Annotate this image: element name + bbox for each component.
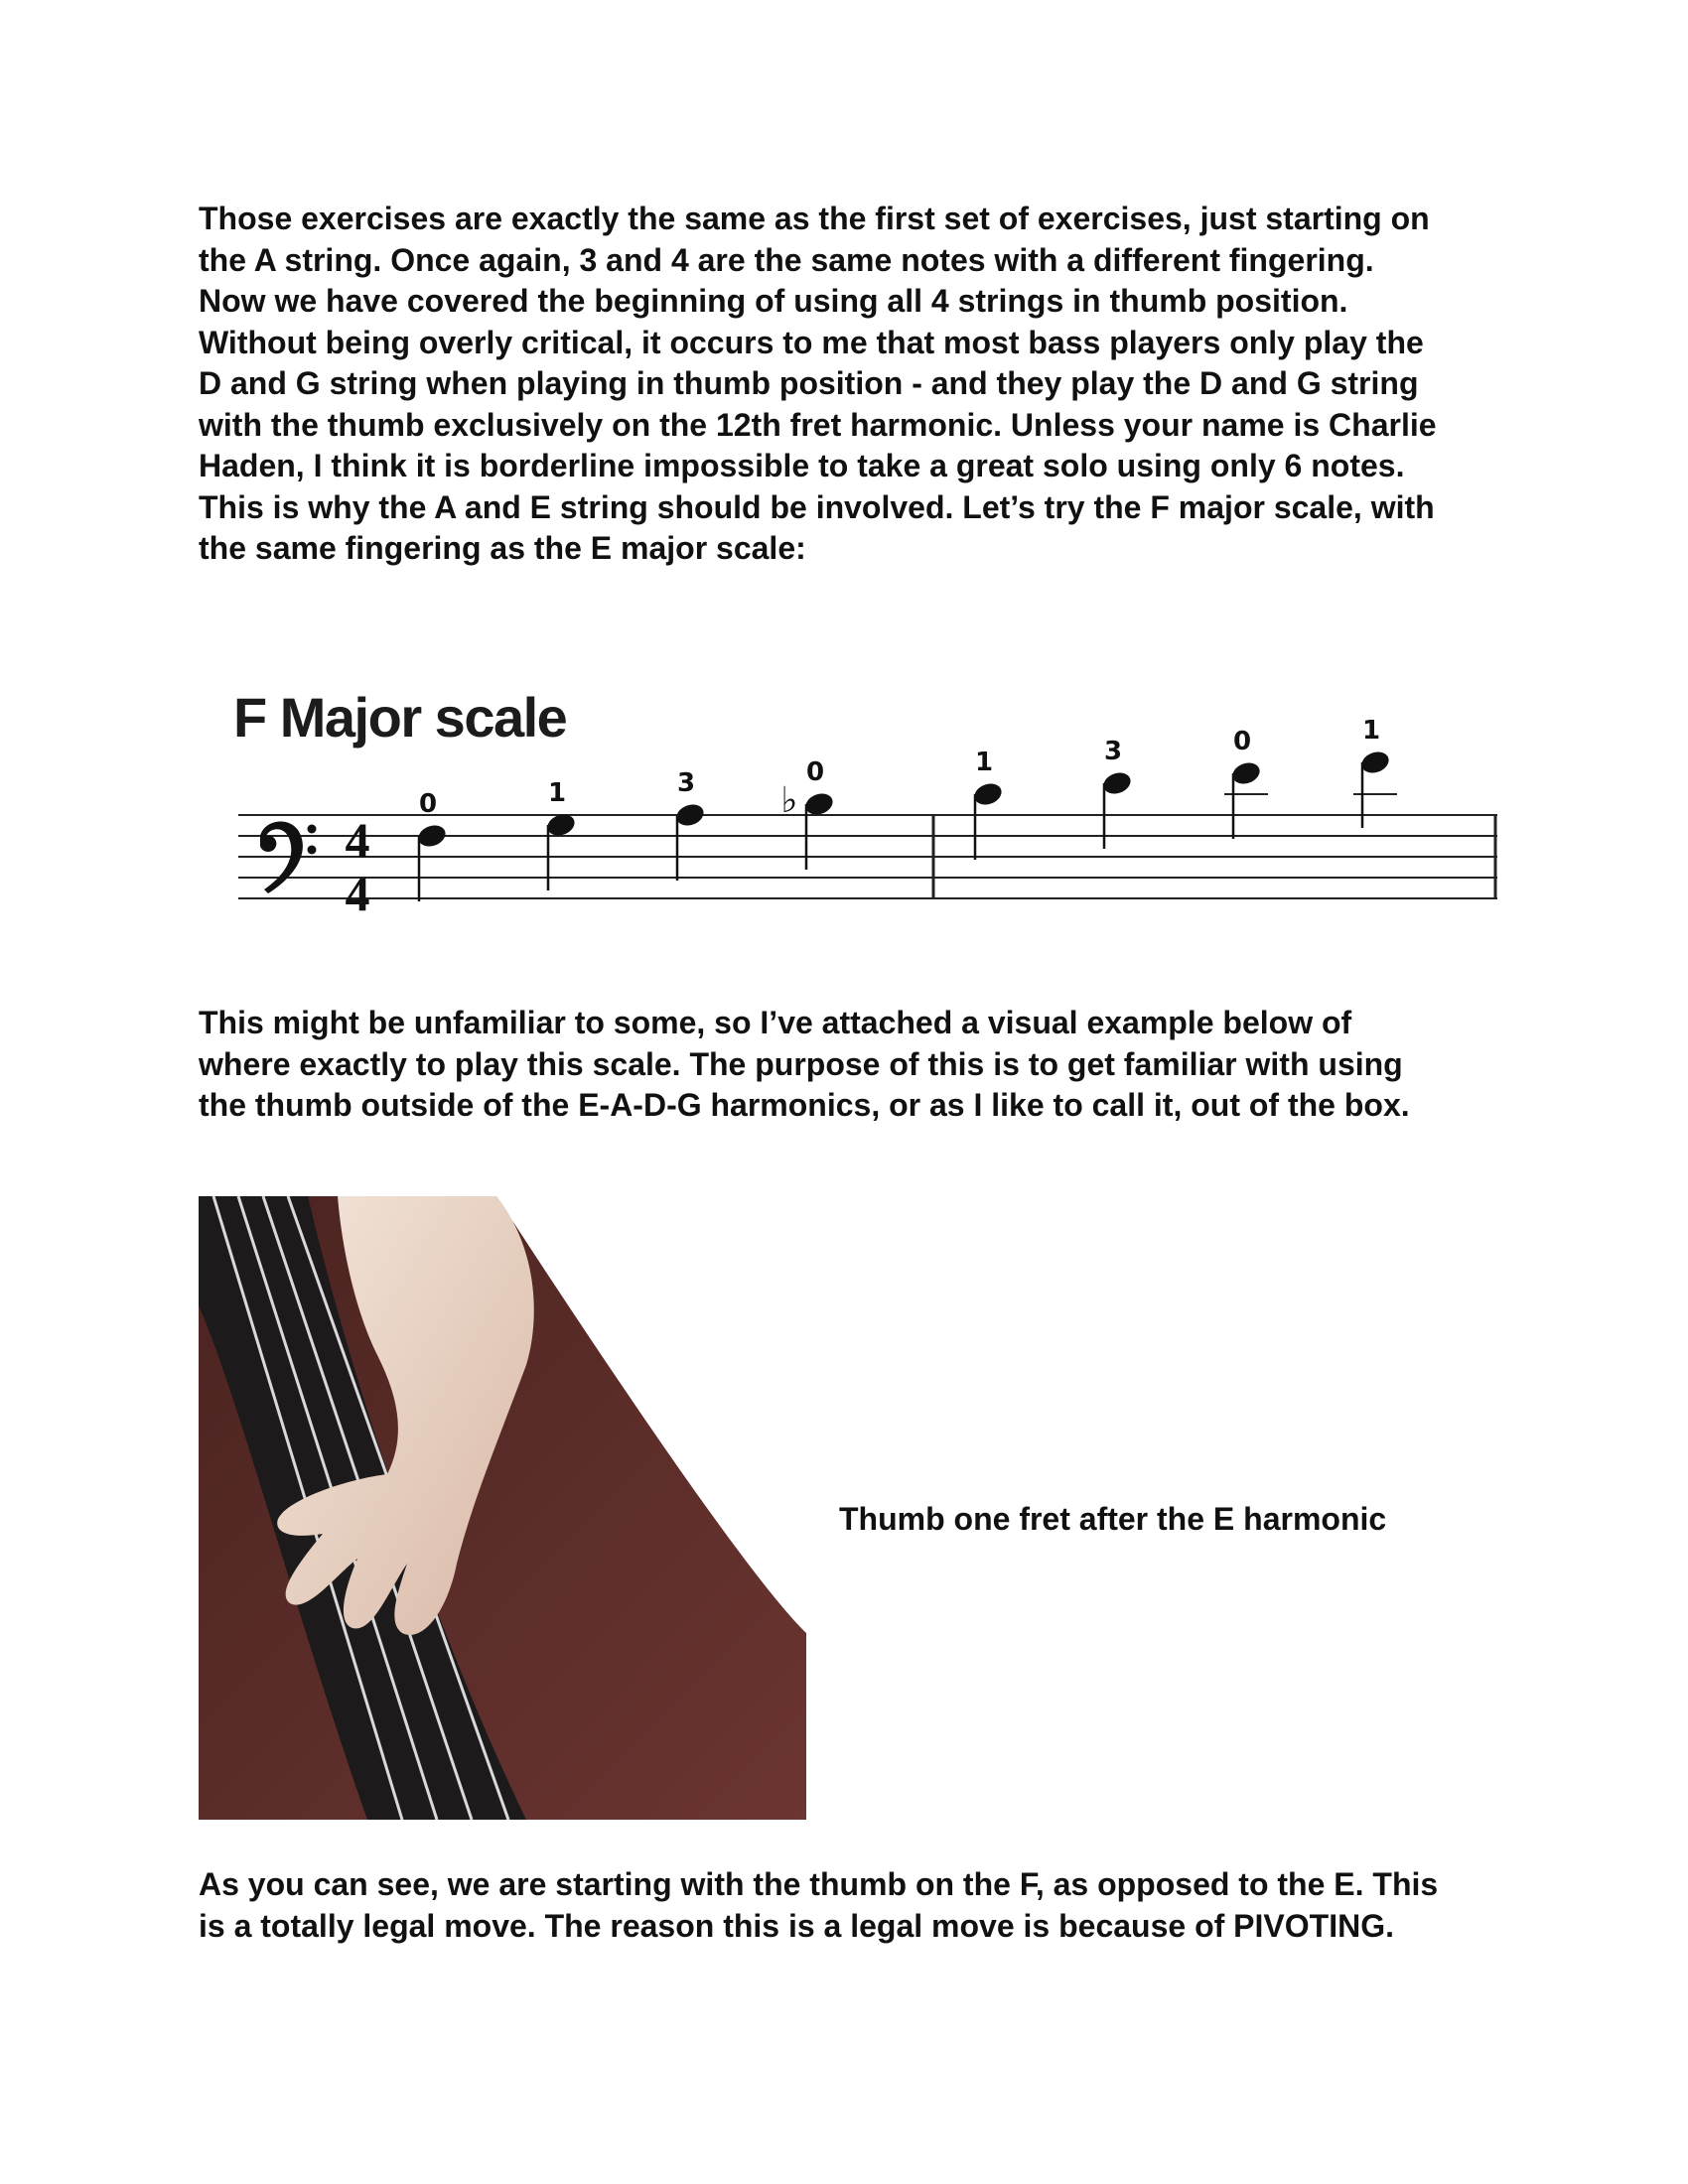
flat-accidental: ♭ [780,780,798,821]
fingering-number: 0 [1232,727,1252,756]
photo-caption: Thumb one fret after the E harmonic [839,1501,1387,1537]
fingering-number: 3 [676,768,696,798]
thumb-position-photo-image [199,1196,806,1820]
fingering-number: 1 [547,778,567,808]
fingering-number: 1 [974,748,994,777]
notehead [415,822,448,850]
fingering-number: 0 [805,757,825,787]
time-signature-bottom: 4 [345,866,370,921]
notehead [1358,749,1391,776]
notes-layer [415,716,1397,901]
notehead [673,801,706,829]
conclusion-paragraph: As you can see, we are starting with the thumb on the F, as opposed to the E. This is a totally legal move. The reason this is a legal move is because of PIVOTING. [199,1866,1439,1944]
time-signature-top: 4 [345,812,370,868]
notehead [971,780,1004,808]
scale-title: F Major scale [233,686,567,749]
notehead [1100,769,1133,797]
fingering-number: 0 [418,789,438,819]
intro-paragraph: Those exercises are exactly the same as the first set of exercises, just starting on the A string. Once again, 3 and 4 are the same notes with a different fingering. Now we have covered the beginning of using all 4 strings in thumb position. Without being overly critical, it occurs to me that most bass players only play the D and G string when playing in thumb position - and they play the D and G string with the thumb exclusively on the 12th fret harmonic. Unless your name is Charlie Haden, I think it is borderline impossible to take a great solo using only 6 notes. This is why the A and E string should be involved. Let’s try the F major scale, with the same fingering as the E major scale: [199,201,1437,566]
notehead [802,790,835,818]
fingering-number: 3 [1103,737,1123,766]
f-major-scale-staff [0,695,1688,933]
fingering-number: 1 [1361,716,1381,746]
notehead [1229,759,1262,787]
thumb-position-photo [199,1196,806,1820]
explanation-paragraph: This might be unfamiliar to some, so I’ve attached a visual example below of where exactly to play this scale. The purpose of this is to get familiar with using the thumb outside of the E-A-D-G harmonics, or as I like to call it, out of the box. [199,1005,1410,1123]
